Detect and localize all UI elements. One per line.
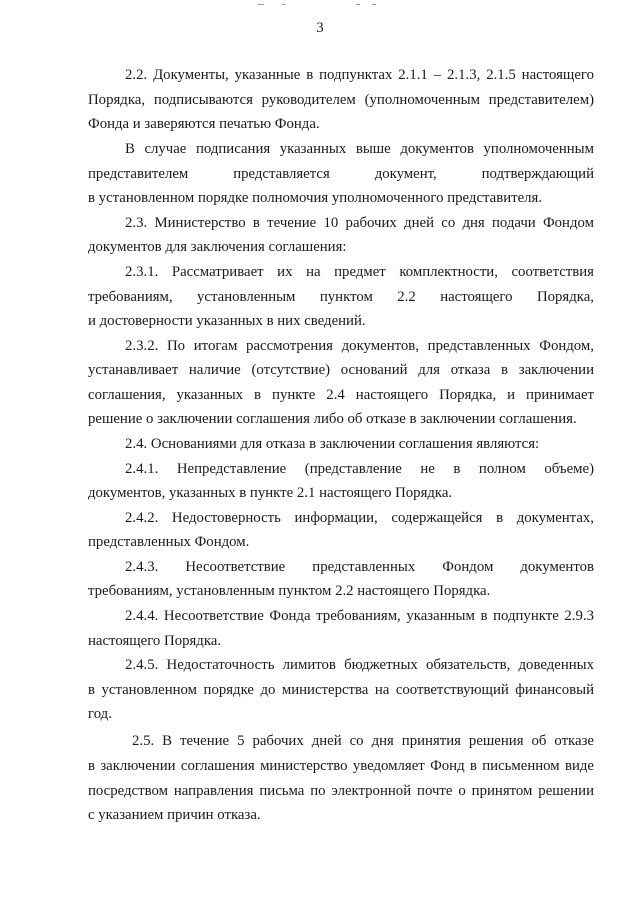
text-line: 2.3.1. Рассматривает их на предмет комплектности, соответствия — [125, 264, 594, 280]
text-line: 2.2. Документы, указанные в подпунктах 2.1.1 – 2.1.3, 2.1.5 настоящего — [125, 67, 594, 83]
text-line: представленных Фондом. — [88, 534, 250, 550]
text-line: Фонда и заверяются печатью Фонда. — [88, 116, 320, 132]
scan-artifact — [356, 4, 360, 5]
text-line: 2.4.3. Несоответствие представленных Фондом документов — [125, 559, 594, 575]
text-line: 2.3.2. По итогам рассмотрения документов, представленных Фондом, — [125, 338, 594, 354]
text-line: в установленном порядке полномочия уполномоченного представителя. — [88, 190, 543, 206]
text-line: 2.5. В течение 5 рабочих дней со дня принятия решения об отказе — [132, 733, 594, 749]
text-line: посредством направления письма по электронной почте о принятом решении — [88, 783, 594, 799]
text-line: и достоверности указанных в них сведений. — [88, 313, 366, 329]
text-line: 2.4. Основаниями для отказа в заключении соглашения являются: — [125, 436, 540, 452]
page-number: 3 — [316, 20, 324, 36]
text-line: требованиям, установленным пунктом 2.2 настоящего Порядка, — [88, 289, 594, 305]
text-line: настоящего Порядка. — [88, 633, 222, 649]
text-line: соглашения, указанных в пункте 2.4 настоящего Порядка, и принимает — [88, 387, 594, 403]
text-line: в установленном порядке до министерства на соответствующий финансовый — [88, 682, 594, 698]
text-line: 2.3. Министерство в течение 10 рабочих дней со дня подачи Фондом — [125, 215, 594, 231]
text-line: решение о заключении соглашения либо об отказе в заключении соглашения. — [88, 411, 577, 427]
text-line: В случае подписания указанных выше документов уполномоченным — [125, 141, 594, 157]
scan-artifact — [258, 4, 264, 5]
text-line: требованиям, установленным пунктом 2.2 настоящего Порядка. — [88, 583, 491, 599]
text-line: год. — [88, 706, 112, 722]
text-line: в заключении соглашения министерство уведомляет Фонд в письменном виде — [88, 758, 594, 774]
text-line: 2.4.2. Недостоверность информации, содержащейся в документах, — [125, 510, 594, 526]
scan-artifact — [372, 4, 376, 5]
text-line: документов, указанных в пункте 2.1 настоящего Порядка. — [88, 485, 453, 501]
text-line: представителем представляется документ, подтверждающий — [88, 166, 594, 182]
text-line: 2.4.4. Несоответствие Фонда требованиям, указанным в подпункте 2.9.3 — [125, 608, 594, 624]
scan-artifact — [282, 4, 285, 5]
text-line: 2.4.1. Непредставление (представление не в полном объеме) — [125, 461, 594, 477]
text-line: с указанием причин отказа. — [88, 807, 261, 823]
text-line: Порядка, подписываются руководителем (уполномоченным представителем) — [88, 92, 594, 108]
text-line: устанавливает наличие (отсутствие) оснований для отказа в заключении — [88, 362, 594, 378]
text-line: документов для заключения соглашения: — [88, 239, 347, 255]
text-line: 2.4.5. Недостаточность лимитов бюджетных обязательств, доведенных — [125, 657, 594, 673]
